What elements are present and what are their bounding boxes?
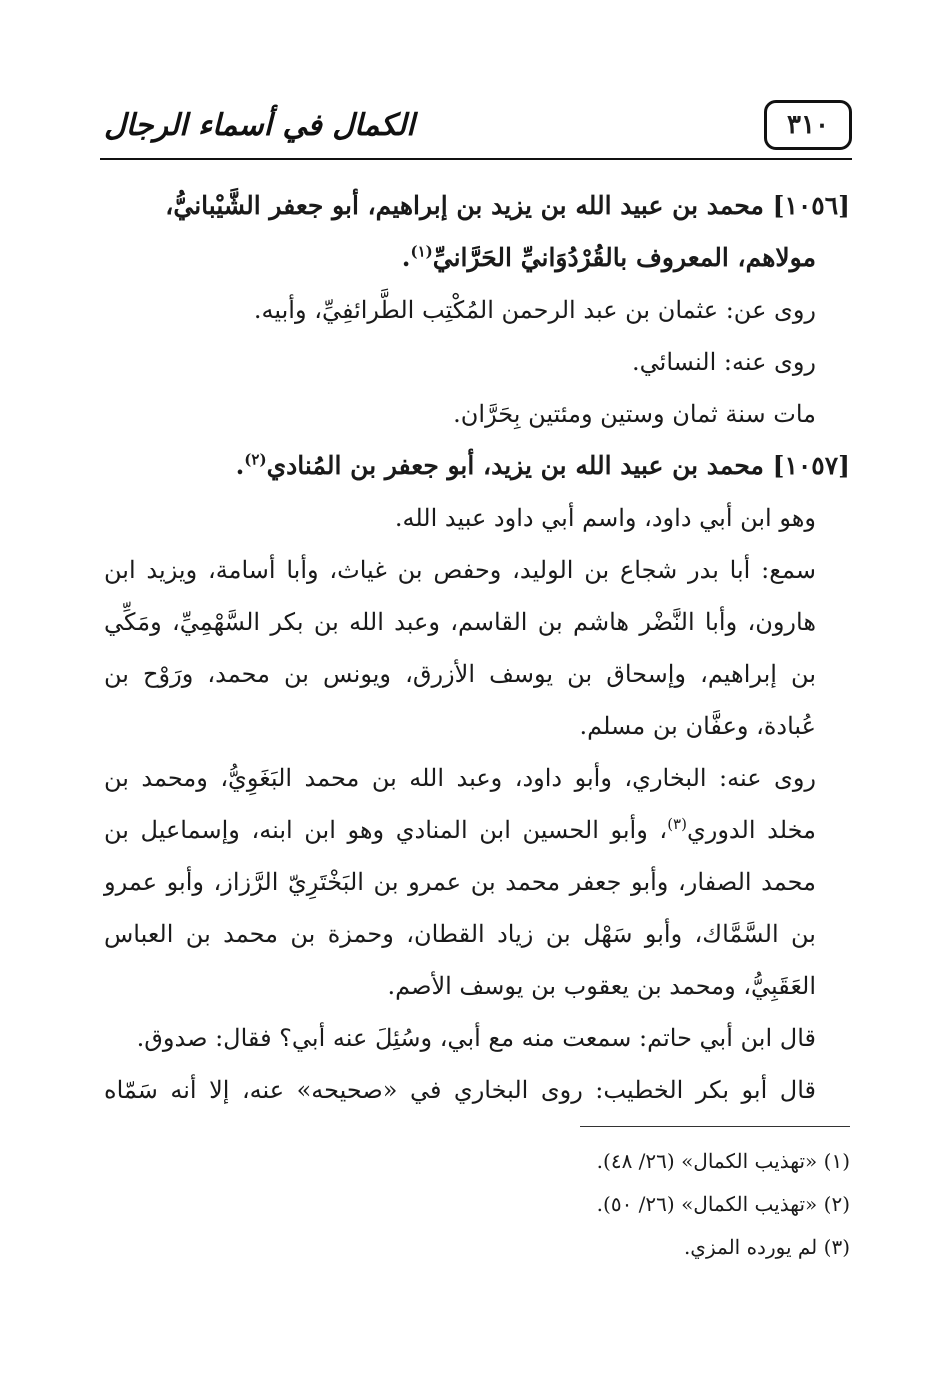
page-header	[100, 96, 852, 160]
entry-1056-heading-cont	[104, 232, 850, 284]
entry-1057-ibn-abi-hatim: قال ابن أبي حاتم: سمعت منه مع أبي، وسُئِلَ عنه أبي؟ فقال: صدوق.	[136, 1024, 816, 1052]
entry-1056-death: مات سنة ثمان وستين ومئتين بِحَرَّان.	[453, 400, 816, 428]
entry-1057-narrated-by-b: ، وأبو الحسين ابن المنادي وهو ابن ابنه، وإسماعيل بن محمد الصفار، وأبو جعفر محمد بن عمرو بن البَخْتَرِيّ الرَّزاز، وأبو عمرو بن السَّمَّاك، وأبو سَهْل بن زياد القطان، وحمزة بن محمد بن العباس العَقَبِيُّ، ومحمد بن يعقوب بن يوسف الأصم.	[104, 816, 816, 1000]
entry-1057-narrated-by-a: روى عنه: البخاري، وأبو داود، وعبد الله بن محمد البَغَوِيُّ، ومحمد بن مخلد الدوري	[104, 764, 817, 844]
main-text	[104, 180, 850, 1116]
entry-1057-heading-text: [١٠٥٧] محمد بن عبيد الله بن يزيد، أبو جعفر بن المُنادي	[266, 451, 850, 480]
entry-1057-khatib: قال أبو بكر الخطيب: روى البخاري في «صحيحه» عنه، إلا أنه سَمّاه	[104, 1076, 816, 1104]
entry-1057-narrated-by	[104, 752, 850, 1012]
entry-1056-heading	[104, 180, 850, 232]
entry-1056-heading-end: .	[401, 243, 411, 272]
footnote-ref-1[interactable]: (١)	[410, 242, 433, 261]
entry-1057-heard-from: سمع: أبا بدر شجاع بن الوليد، وحفص بن غياث، وأبا أسامة، ويزيد ابن هارون، وأبا النَّضْر هاشم بن القاسم، وعبد الله بن بكر السَّهْمِيِّ، ومَكِّي بن إبراهيم، وإسحاق بن يوسف الأزرق، ويونس بن محمد، ورَوْح بن عُبادة، وعفَّان بن مسلم.	[104, 556, 816, 740]
entry-1056-narrated-from: روى عن: عثمان بن عبد الرحمن المُكْتِب الطَّرائفِيِّ، وأبيه.	[253, 296, 816, 324]
footnote-1: (١) «تهذيب الكمال» (٢٦/ ٤٨).	[596, 1149, 850, 1173]
footnote-rule	[580, 1126, 850, 1127]
footnotes	[104, 1140, 850, 1269]
footnote-ref-3[interactable]: (٣)	[667, 815, 687, 833]
entry-1057-identity: وهو ابن أبي داود، واسم أبي داود عبيد الله.	[394, 504, 816, 532]
entry-1056-heading-line2: مولاهم، المعروف بالقُرْدُوَانيِّ الحَرَّانيِّ	[432, 243, 816, 272]
entry-1057-heading	[104, 440, 850, 492]
footnote-3: (٣) لم يورده المزي.	[683, 1235, 850, 1259]
entry-1056-heading-line1: [١٠٥٦] محمد بن عبيد الله بن يزيد بن إبراهيم، أبو جعفر الشَّيْبانيُّ،	[165, 191, 850, 220]
entry-1056-narrated-by: روى عنه: النسائي.	[632, 348, 816, 376]
footnote-ref-2[interactable]: (٢)	[244, 450, 267, 469]
footnote-2: (٢) «تهذيب الكمال» (٢٦/ ٥٠).	[596, 1192, 850, 1216]
entry-1057-heading-end: .	[235, 451, 245, 480]
page-number: ٣١٠	[764, 100, 852, 150]
header-rule	[100, 158, 852, 160]
book-title: الكمال في أسماء الرجال	[104, 107, 415, 143]
